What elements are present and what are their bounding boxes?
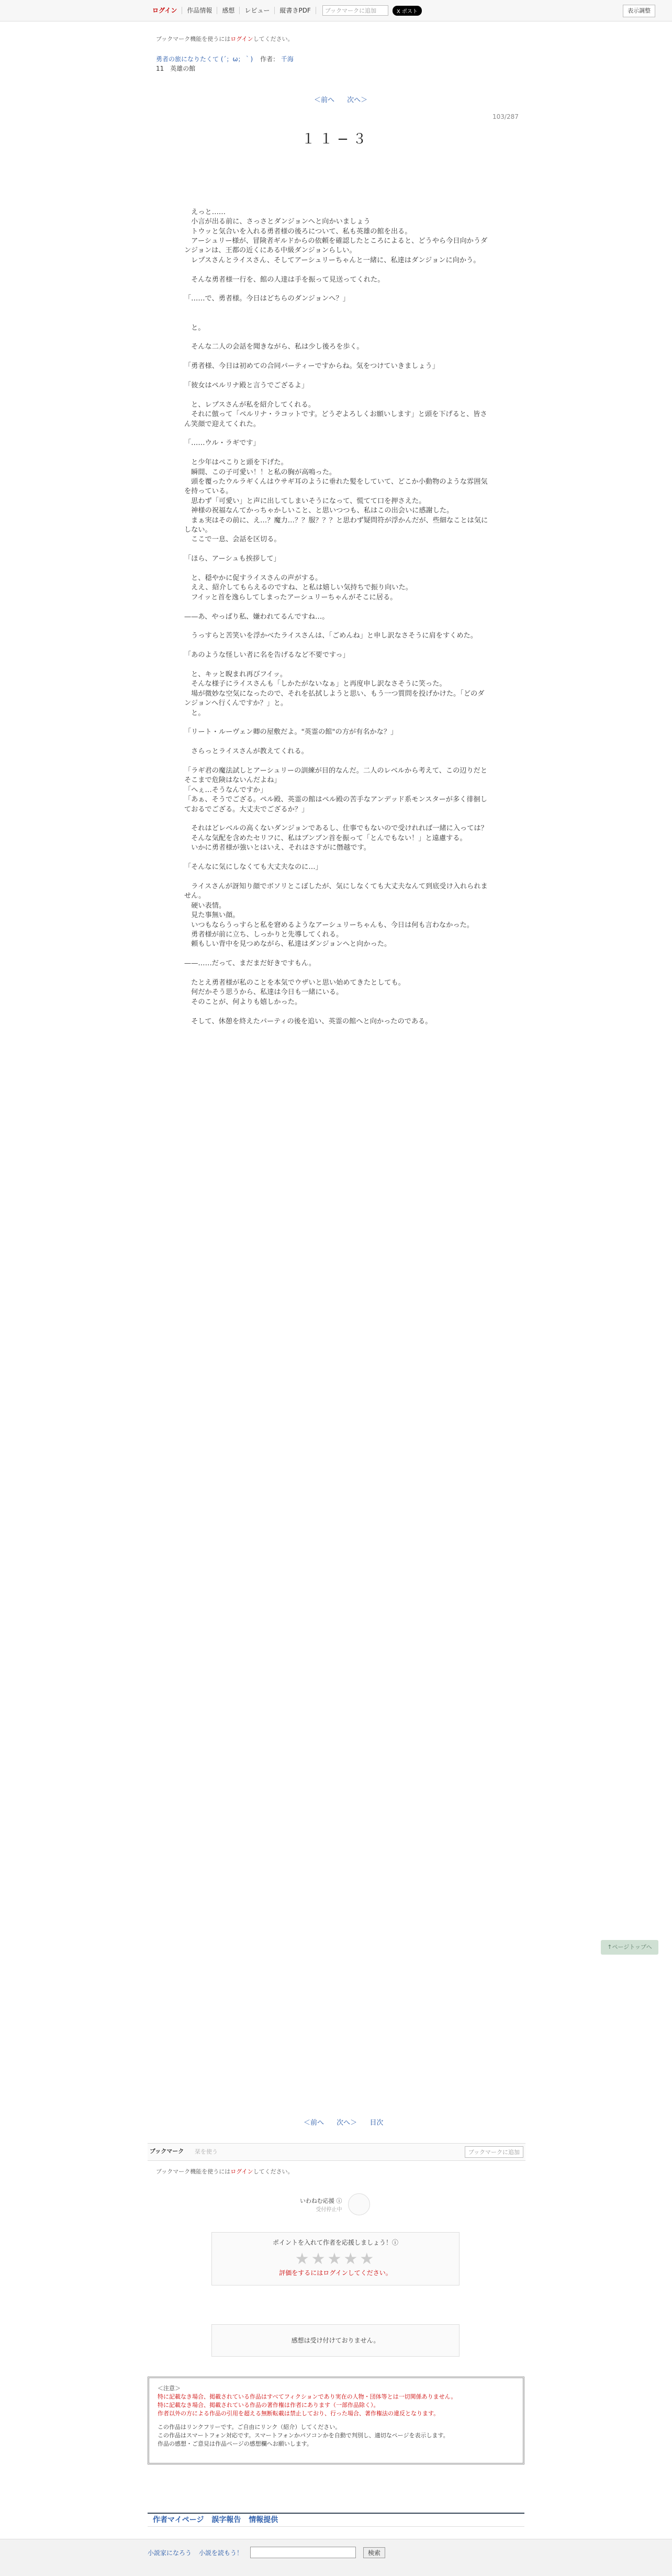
body-paragraph: と、レプスさんが私を紹介してくれる。 (184, 400, 316, 409)
body-paragraph (184, 950, 490, 959)
notice-suffix-bottom: してください。 (253, 2168, 294, 2175)
body-paragraph (184, 429, 490, 439)
body-paragraph (184, 969, 490, 978)
bookmark-add-button[interactable]: ブックマークに追加 (465, 2146, 523, 2158)
rating-box (211, 2232, 460, 2285)
body-paragraph (184, 757, 490, 766)
body-paragraph: 思わず「可愛い」と声に出してしまいそうになって、慌てて口を押さえた。 (184, 497, 426, 505)
body-paragraph: 「あぁ、そうでござる。ペル殿、英霊の館はペル殿の苦手なアンデッド系モンスターが多く徘徊しておるでござる。大丈夫でござるか？」 (184, 796, 487, 813)
body-paragraph: 「……ウル・ラギです」 (184, 439, 260, 448)
body-paragraph: 勇者様が前に立ち、しっかりと先導してくれる。 (184, 930, 343, 939)
author-mypage-link[interactable]: 作者マイページ (153, 2516, 204, 2524)
body-paragraph (184, 641, 490, 651)
body-paragraph: それに倣って「ペルリナ・ラコットです。どうぞよろしくお願いします」と頭を下げると、皆さん笑顔で迎えてくれた。 (184, 410, 487, 428)
body-paragraph: 「……で、勇者様。今日はどちらのダンジョンへ？」 (184, 295, 350, 303)
bookmark-use-disabled: 栞を使う (195, 2148, 218, 2155)
body-paragraph: と。 (184, 709, 205, 717)
body-paragraph (184, 449, 490, 458)
body-paragraph: と。 (184, 324, 205, 332)
next-link[interactable]: 次へ＞ (347, 96, 368, 104)
body-paragraph: そんな二人の会話を聞きながら、私は少し後ろを歩く。 (184, 343, 364, 351)
author-support (283, 2193, 387, 2215)
prev-link-bottom[interactable]: ＜前へ (304, 2119, 324, 2127)
site-footer (0, 2539, 672, 2576)
body-paragraph (184, 564, 490, 574)
toc-link-bottom[interactable]: 目次 (369, 2119, 384, 2127)
nav-pdf[interactable]: 縦書きPDF (275, 7, 316, 14)
body-paragraph (184, 718, 490, 728)
top-nav-pager (309, 94, 373, 104)
body-paragraph: ——あ、やっぱり私、嫌われてるんですね…。 (184, 612, 329, 621)
x-post-button[interactable]: X ポスト (393, 6, 422, 16)
next-link-bottom[interactable]: 次へ＞ (337, 2119, 357, 2127)
body-paragraph (184, 333, 490, 342)
support-icon[interactable] (348, 2193, 370, 2215)
caution-line: この作品はスマートフォン対応です。スマートフォンかパソコンかを自動で判別し、適切なページを表示します。 (158, 2432, 449, 2439)
novel-body (184, 188, 490, 1027)
body-paragraph: ——……だって、まだまだ好きですもん。 (184, 960, 316, 968)
body-paragraph (184, 1007, 490, 1017)
body-paragraph: そんな勇者様一行を、館の人達は手を振って見送ってくれた。 (184, 275, 385, 284)
body-paragraph: たとえ勇者様が私のことを本気でウザいと思い始めてきたとしても。 (184, 978, 405, 987)
body-paragraph (184, 853, 490, 863)
body-paragraph (184, 661, 490, 670)
top-bar (0, 0, 672, 21)
body-paragraph: さらっとライスさんが教えてくれる。 (184, 748, 308, 756)
review-box: 感想は受け付けておりません。 (211, 2324, 460, 2357)
body-paragraph (184, 372, 490, 381)
body-paragraph: 「そんなに気にしなくても大丈夫なのに…」 (184, 863, 322, 872)
caution-line: この作品はリンクフリーです。ご自由にリンク（紹介）してください。 (158, 2424, 341, 2430)
body-paragraph: レプスさんとライスさん、そしてアーシュリーちゃんと一緒に、私達はダンジョンに向かう。 (184, 256, 480, 264)
body-paragraph: えっと…… (184, 208, 226, 216)
body-paragraph: うっすらと苦笑いを浮かべたライスさんは、「ごめんね」と申し訳なさそうに肩をすくめた。 (184, 632, 477, 640)
body-paragraph: ここで一息、会話を区切る。 (184, 536, 281, 544)
caution-line: 特に記載なき場合、掲載されている作品はすべてフィクションであり実在の人物・団体等とは一切関係ありません。 (158, 2393, 457, 2400)
body-paragraph: 頼もしい背中を見つめながら、私達はダンジョンへと向かった。 (184, 940, 391, 949)
caution-box (148, 2377, 524, 2465)
author-link[interactable]: 千海 (281, 55, 294, 63)
bottom-nav-pager (298, 2117, 388, 2127)
story-title-link[interactable]: 勇者の旅になりたくて (´；ω；｀) (156, 55, 253, 63)
bookmark-bar (148, 2143, 525, 2161)
body-paragraph: と、キッと睨まれ再びフイッ。 (184, 671, 287, 679)
body-paragraph (184, 603, 490, 612)
notice-prefix-bottom: ブックマーク機能を使うには (156, 2168, 231, 2175)
bookmark-add-input[interactable]: ブックマークに追加 (322, 5, 388, 16)
body-paragraph: そのことが、何よりも嬉しかった。 (184, 998, 302, 1006)
nav-info[interactable]: 作品情報 (182, 7, 217, 14)
caution-line: 作者以外の方による作品の引用を超える無断転載は禁止しており、行った場合、著作権法の違反となります。 (158, 2410, 440, 2417)
caution-title: ＜注意＞ (158, 2385, 181, 2392)
footer-search-button[interactable]: 検索 (363, 2547, 385, 2558)
body-paragraph: そんな様子にライスさんも「しかたがないなぁ」と再度申し訳なさそうに笑った。 (184, 680, 446, 688)
notice-prefix: ブックマーク機能を使うには (156, 36, 231, 42)
body-paragraph: いかに勇者様が強いとはいえ、それはさすがに僭越です。 (184, 844, 371, 852)
body-paragraph: と、穏やかに促すライスさんの声がする。 (184, 574, 322, 583)
body-paragraph (184, 188, 490, 198)
login-link[interactable]: ログイン (148, 7, 182, 14)
body-paragraph (184, 314, 490, 323)
caution-line: 作品の感想・ご意見は作品ページの感想欄へお願いします。 (158, 2440, 312, 2447)
yomou-link[interactable]: 小説を読もう！ (199, 2549, 243, 2557)
bookmark-notice (156, 35, 294, 43)
body-paragraph: 「へぇ…そうなんですか」 (184, 786, 267, 794)
body-paragraph (184, 738, 490, 747)
footer-search-input[interactable] (250, 2547, 356, 2558)
rating-login-note[interactable]: 評価をするにはログインしてください。 (279, 2269, 392, 2277)
notice-login-link-bottom[interactable]: ログイン (230, 2168, 253, 2175)
body-paragraph: 「あのような怪しい者に名を告げるなど不要ですっ」 (184, 651, 350, 660)
body-paragraph: そんな気配を含めたセリフに、私はブンブン首を振って「とんでもない！」と遠慮する。 (184, 834, 467, 842)
body-paragraph: 「彼女はペルリナ殿と言うでござるよ」 (184, 381, 309, 389)
author-label: 作者： (260, 55, 279, 63)
body-paragraph (184, 285, 490, 294)
body-paragraph: いつもならうっすらと私を窘めるようなアーシュリーちゃんも、今日は何も言わなかった。 (184, 921, 474, 929)
body-paragraph: トウッと気合いを入れる勇者様の後ろについて、私も英雄の館を出る。 (184, 227, 412, 236)
body-paragraph: 「勇者様、今日は初めての合同パーティーですからね。気をつけていきましょう」 (184, 362, 439, 371)
rating-prompt: ポイントを入れて作者を応援しましょう！ⓘ (272, 2239, 398, 2246)
body-paragraph (184, 391, 490, 400)
body-paragraph: 小言が出る前に、さっさとダンジョンへと向かいましょう (184, 218, 371, 226)
rating-stars[interactable]: ★★★★★ (295, 2250, 376, 2268)
body-paragraph: 「ほら、アーシュも挨拶して」 (184, 555, 281, 563)
body-paragraph: 頭を覆ったウルラギくんはウサギ耳のように垂れた髪をしていて、どこか小動物のような雰囲気を持っている。 (184, 478, 488, 496)
body-paragraph (184, 304, 490, 314)
prev-link[interactable]: ＜前へ (314, 96, 335, 104)
bookmark-notice-bottom (156, 2167, 294, 2176)
footer-links (148, 2513, 524, 2527)
body-paragraph: 瞬間、この子可愛い！！と私の胸が高鳴った。 (184, 468, 337, 476)
notice-login-link[interactable]: ログイン (230, 36, 253, 42)
body-paragraph: 何だかそう思うから、私達は今日も一緒にいる。 (184, 988, 343, 997)
body-paragraph: 場が微妙な空気になったので、それを払拭しようと思い、もう一つ質問を投げかけた。「どのダンジョンへ行くんですか？」と。 (184, 689, 485, 708)
body-paragraph: まぁ実はその前に、え…？魔力…？？服？？？と思わず疑問符が浮かんだが、些細なことは気にしない。 (184, 516, 488, 534)
body-paragraph: フイッと首を逸らしてしまったアーシュリーちゃんがそこに居る。 (184, 593, 397, 601)
page-counter: 103/287 (492, 113, 519, 120)
body-paragraph: 神様の祝福なんてかっちゃかしいこと、と思いつつも、私はこの出会いに感謝した。 (184, 507, 454, 515)
body-paragraph: 見た事無い顔。 (184, 911, 240, 920)
typo-report-link[interactable]: 誤字報告 (211, 2516, 241, 2524)
display-settings-button[interactable]: 表示調整 (623, 5, 655, 17)
nav-reviews[interactable]: レビュー (240, 7, 275, 14)
page-top-button[interactable]: ↑ページトップへ (601, 1940, 658, 1955)
top-nav (148, 5, 422, 16)
body-paragraph (184, 622, 490, 631)
body-paragraph: ライスさんが訝知り顔でボソリとこぼしたが、気にしなくても大丈夫なんて到底受け入れられません。 (184, 882, 488, 900)
narou-link[interactable]: 小説家になろう (148, 2549, 192, 2557)
body-paragraph (184, 352, 490, 362)
bookmark-button[interactable]: ブックマーク (150, 2148, 184, 2155)
body-paragraph (184, 265, 490, 275)
body-paragraph: 「ラギ君の魔法試しとアーシュリーの訓練が目的なんだ。二人のレベルから考えて、この辺りだとそこまで危険はないんだよね」 (184, 767, 488, 785)
body-paragraph: そして、休憩を終えたパーティの後を追い、英霊の館へと向かったのである。 (184, 1017, 432, 1025)
notice-suffix: してください。 (253, 36, 294, 42)
info-report-link[interactable]: 情報提供 (249, 2516, 278, 2524)
body-paragraph: それはどレベルの高くないダンジョンであるし、仕事でもないので受けれれば一緒に入っては？ (184, 824, 488, 833)
body-paragraph (184, 545, 490, 554)
body-paragraph (184, 872, 490, 882)
nav-impressions[interactable]: 感想 (217, 7, 240, 14)
body-paragraph (184, 815, 490, 824)
body-paragraph: 硬い表情。 (184, 901, 226, 910)
support-label: いわねむ応援 ⓘ (300, 2197, 342, 2204)
body-paragraph: 「リート・ルーヴェン卿の屋敷だよ。"英霊の館"の方が有名かな？」 (184, 728, 398, 737)
body-paragraph: アーシュリー様が、冒険者ギルドからの依頼を確認したところによると、どうやら今日向かうダンジョンは、王都の近くにある中級ダンジョンらしい。 (184, 237, 488, 255)
chapter-title: 11 英雄の館 (156, 65, 196, 72)
story-header (156, 54, 294, 73)
support-status: 受付停止中 (316, 2206, 342, 2213)
episode-title: １１−３ (301, 131, 371, 147)
body-paragraph: ええ、紹介してもらえるのですね、と私は嬉しい気持ちで振り向いた。 (184, 584, 412, 592)
body-paragraph (184, 198, 490, 207)
caution-line: 特に記載なき場合、掲載されている作品の著作権は作者にあります（一部作品除く）。 (158, 2402, 379, 2408)
body-paragraph: と少年はペこりと頭を下げた。 (184, 459, 288, 467)
